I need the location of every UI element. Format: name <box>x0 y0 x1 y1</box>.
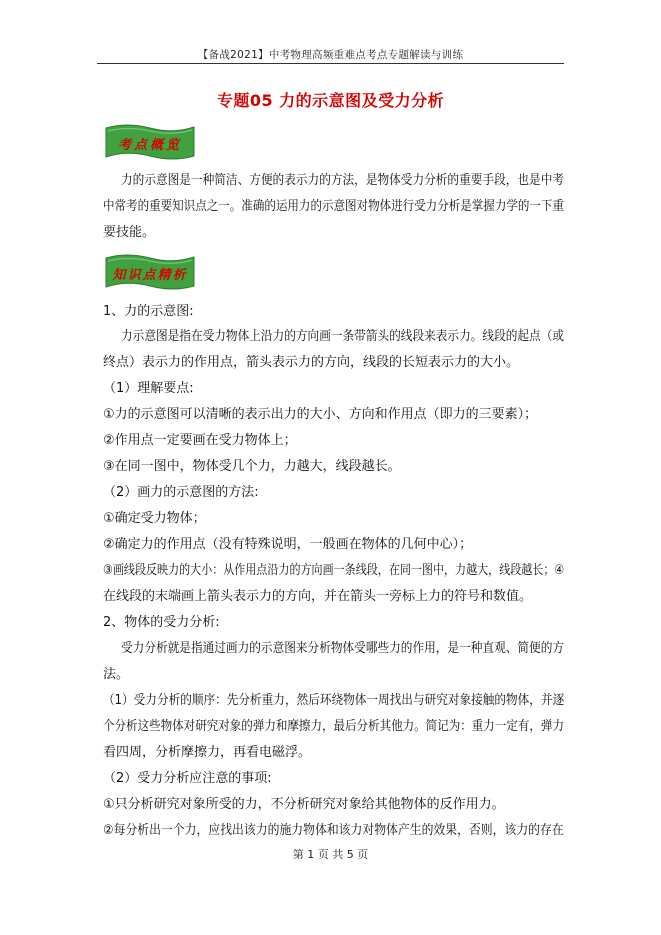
body-line: 受力分析就是指通过画力的示意图来分析物体受哪些力的作用，是一种直观、简便的方 <box>121 641 565 656</box>
list-item: 在线段的末端画上箭头表示力的方向，并在箭头一旁标上力的符号和数值。 <box>103 589 533 604</box>
list-item: ①确定受力物体； <box>103 511 206 526</box>
body-line: 法。 <box>103 667 130 682</box>
subheading: （2）画力的示意图的方法: <box>103 485 259 500</box>
analysis-banner-label: 知识点精析 <box>112 268 188 283</box>
list-item: ①力的示意图可以清晰的表示出力的大小、方向和作用点（即力的三要素）； <box>103 407 538 422</box>
list-item: ②每分析出一个力，应找出该力的施力物体和该力对物体产生的效果，否则，该力的存在 <box>103 823 564 838</box>
section-heading: 1、力的示意图: <box>103 304 194 319</box>
overview-line: 力的示意图是一种简洁、方便的表示力的方法，是物体受力分析的重要手段，也是中考 <box>121 173 565 188</box>
subheading: （1）理解要点: <box>103 381 194 396</box>
running-header: 【备战2021】中考物理高频重难点考点专题解读与训练 <box>197 49 464 61</box>
analysis-banner <box>103 252 197 294</box>
header-rule <box>97 63 564 64</box>
body-line: 看四周，分析摩擦力，再看电磁浮。 <box>103 745 312 760</box>
list-item: ②确定力的作用点（没有特殊说明，一般画在物体的几何中心）； <box>103 537 473 552</box>
list-item: ①只分析研究对象所受的力，不分析研究对象给其他物体的反作用力。 <box>103 797 505 812</box>
list-item: ③在同一图中，物体受几个力，力越大，线段越长。 <box>103 459 401 474</box>
overview-line: 要技能。 <box>103 225 156 240</box>
section-heading: 2、物体的受力分析: <box>103 615 220 630</box>
body-line: （1）受力分析的顺序：先分析重力，然后环绕物体一周找出与研究对象接触的物体，并逐 <box>103 693 565 708</box>
page-number: 第 1 页 共 5 页 <box>292 848 369 861</box>
overview-line: 中常考的重要知识点之一。准确的运用力的示意图对物体进行受力分析是掌握力学的一下重 <box>103 199 564 214</box>
overview-banner <box>103 122 197 164</box>
body-line: 力示意图是指在受力物体上沿力的方向画一条带箭头的线段来表示力。线段的起点（或 <box>121 329 565 344</box>
body-line: 终点）表示力的作用点，箭头表示力的方向，线段的长短表示力的大小。 <box>103 355 520 370</box>
overview-banner-label: 考点概览 <box>117 138 182 153</box>
list-item: ②作用点一定要画在受力物体上； <box>103 433 297 448</box>
body-line: 个分析这些物体对研究对象的弹力和摩擦力，最后分析其他力。简记为：重力一定有，弹力 <box>103 719 564 734</box>
subheading: （2）受力分析应注意的事项: <box>103 771 272 786</box>
page-title: 专题05 力的示意图及受力分析 <box>216 91 445 110</box>
list-item: ③画线段反映力的大小：从作用点沿力的方向画一条线段，在同一图中，力越大，线段越长；④ <box>103 563 565 578</box>
